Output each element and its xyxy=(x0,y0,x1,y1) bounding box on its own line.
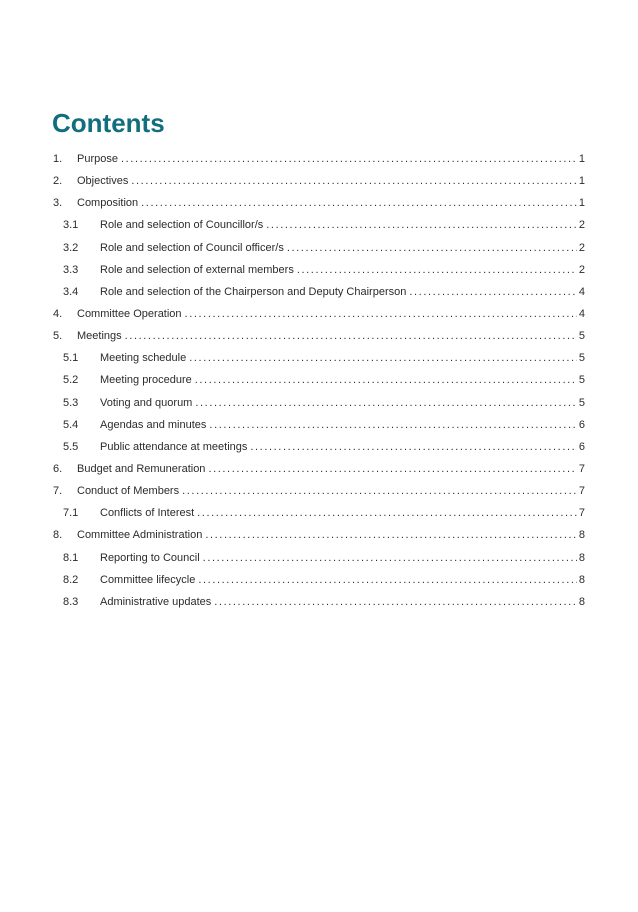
toc-leader-dots xyxy=(203,547,577,569)
toc-entry-page: 2 xyxy=(578,241,585,254)
toc-entry-number: 5. xyxy=(53,330,63,343)
toc-entry-label: Role and selection of external members xyxy=(100,263,294,276)
toc-entry-label: Budget and Remuneration xyxy=(77,462,206,475)
toc-leader-dots xyxy=(185,303,577,325)
toc-leader-dots xyxy=(189,347,577,369)
toc-entry-page: 2 xyxy=(578,263,585,276)
toc-entry-page: 8 xyxy=(578,595,585,608)
toc-leader-dots xyxy=(409,281,577,303)
toc-entry-number: 6. xyxy=(53,462,63,475)
toc-entry[interactable] xyxy=(53,237,585,259)
toc-entry-page: 6 xyxy=(578,440,585,453)
toc-entry-label: Voting and quorum xyxy=(100,396,193,409)
toc-entry-page: 7 xyxy=(578,507,585,520)
toc-entry-number: 3.3 xyxy=(63,263,79,276)
toc-entry[interactable] xyxy=(53,325,585,347)
toc-entry-page: 5 xyxy=(578,374,585,387)
toc-entry[interactable] xyxy=(53,214,585,236)
toc-entry-number: 5.3 xyxy=(63,396,79,409)
toc-entry-page: 8 xyxy=(578,529,585,542)
toc-entry[interactable] xyxy=(53,170,585,192)
toc-entry-page: 8 xyxy=(578,573,585,586)
toc-entry-page: 6 xyxy=(578,418,585,431)
toc-entry-number: 8. xyxy=(53,529,63,542)
toc-entry-label: Role and selection of Council officer/s xyxy=(100,241,284,254)
toc-leader-dots xyxy=(182,480,577,502)
toc-entry-label: Public attendance at meetings xyxy=(100,440,248,453)
toc-entry-number: 8.2 xyxy=(63,573,79,586)
toc-entry-page: 5 xyxy=(578,396,585,409)
toc-leader-dots xyxy=(141,192,577,214)
toc-entry-label: Reporting to Council xyxy=(100,551,200,564)
toc-entry[interactable] xyxy=(53,369,585,391)
toc-leader-dots xyxy=(287,237,577,259)
toc-entry-page: 7 xyxy=(578,485,585,498)
toc-entry[interactable] xyxy=(53,436,585,458)
toc-leader-dots xyxy=(125,325,577,347)
toc-entry[interactable] xyxy=(53,414,585,436)
toc-leader-dots xyxy=(195,392,577,414)
toc-entry-number: 7.1 xyxy=(63,507,79,520)
toc-entry-number: 2. xyxy=(53,175,63,188)
toc-entry-number: 4. xyxy=(53,307,63,320)
toc-entry-number: 3.4 xyxy=(63,285,79,298)
toc-entry[interactable] xyxy=(53,591,585,613)
toc-leader-dots xyxy=(121,148,577,170)
toc-entry-page: 1 xyxy=(578,153,585,165)
toc-entry-page: 4 xyxy=(578,285,585,298)
toc-entry-label: Administrative updates xyxy=(100,595,212,608)
toc-entry-label: Agendas and minutes xyxy=(100,418,207,431)
toc-entry-page: 8 xyxy=(578,551,585,564)
toc-entry-page: 5 xyxy=(578,330,585,343)
toc-entry-number: 3.2 xyxy=(63,241,79,254)
toc-entry-label: Meetings xyxy=(77,330,122,343)
toc-entry-label: Role and selection of the Chairperson and Deputy Chairperson xyxy=(100,285,407,298)
toc-entry-number: 8.1 xyxy=(63,551,79,564)
toc-entry-label: Committee Administration xyxy=(77,529,203,542)
toc-entry-number: 3.1 xyxy=(63,219,79,232)
toc-entry-page: 1 xyxy=(578,175,585,188)
toc-entry-page: 2 xyxy=(578,219,585,232)
toc-leader-dots xyxy=(208,458,576,480)
toc-entry-label: Role and selection of Councillor/s xyxy=(100,219,264,232)
toc-leader-dots xyxy=(266,214,577,236)
toc-entry-number: 5.2 xyxy=(63,374,79,387)
toc-entry[interactable] xyxy=(53,480,585,502)
toc-leader-dots xyxy=(131,170,577,192)
toc-list xyxy=(53,148,585,613)
toc-entry-label: Meeting schedule xyxy=(100,352,187,365)
toc-entry[interactable] xyxy=(53,569,585,591)
toc-entry-label: Purpose xyxy=(77,153,118,165)
toc-entry[interactable] xyxy=(53,502,585,524)
toc-entry[interactable] xyxy=(53,192,585,214)
contents-heading: Contents xyxy=(52,108,165,138)
toc-entry-number: 8.3 xyxy=(63,595,79,608)
toc-entry-page: 5 xyxy=(578,352,585,365)
toc-entry-label: Conduct of Members xyxy=(77,485,180,498)
toc-entry-number: 5.1 xyxy=(63,352,79,365)
toc-entry[interactable] xyxy=(53,547,585,569)
toc-entry-label: Committee lifecycle xyxy=(100,573,196,586)
toc-entry-page: 4 xyxy=(578,307,585,320)
toc-leader-dots xyxy=(209,414,576,436)
toc-entry[interactable] xyxy=(53,148,585,170)
toc-leader-dots xyxy=(250,436,577,458)
toc-entry-number: 5.4 xyxy=(63,418,79,431)
toc-entry[interactable] xyxy=(53,524,585,546)
toc-entry[interactable] xyxy=(53,303,585,325)
toc-entry-label: Meeting procedure xyxy=(100,374,192,387)
toc-entry-page: 1 xyxy=(578,197,585,210)
toc-entry-page: 7 xyxy=(578,462,585,475)
toc-leader-dots xyxy=(195,369,577,391)
toc-entry-number: 5.5 xyxy=(63,440,79,453)
toc-leader-dots xyxy=(214,591,577,613)
toc-entry[interactable] xyxy=(53,259,585,281)
toc-leader-dots xyxy=(205,524,577,546)
toc-leader-dots xyxy=(197,502,577,524)
toc-entry[interactable] xyxy=(53,392,585,414)
toc-entry[interactable] xyxy=(53,281,585,303)
toc-entry-label: Conflicts of Interest xyxy=(100,507,195,520)
toc-entry-label: Objectives xyxy=(77,175,129,188)
toc-leader-dots xyxy=(198,569,577,591)
toc-entry[interactable] xyxy=(53,458,585,480)
toc-entry[interactable] xyxy=(53,347,585,369)
toc-entry-number: 1. xyxy=(53,153,63,165)
toc-entry-number: 3. xyxy=(53,197,63,210)
toc-entry-label: Composition xyxy=(77,197,139,210)
toc-entry-label: Committee Operation xyxy=(77,307,182,320)
toc-leader-dots xyxy=(297,259,577,281)
toc-entry-number: 7. xyxy=(53,485,63,498)
